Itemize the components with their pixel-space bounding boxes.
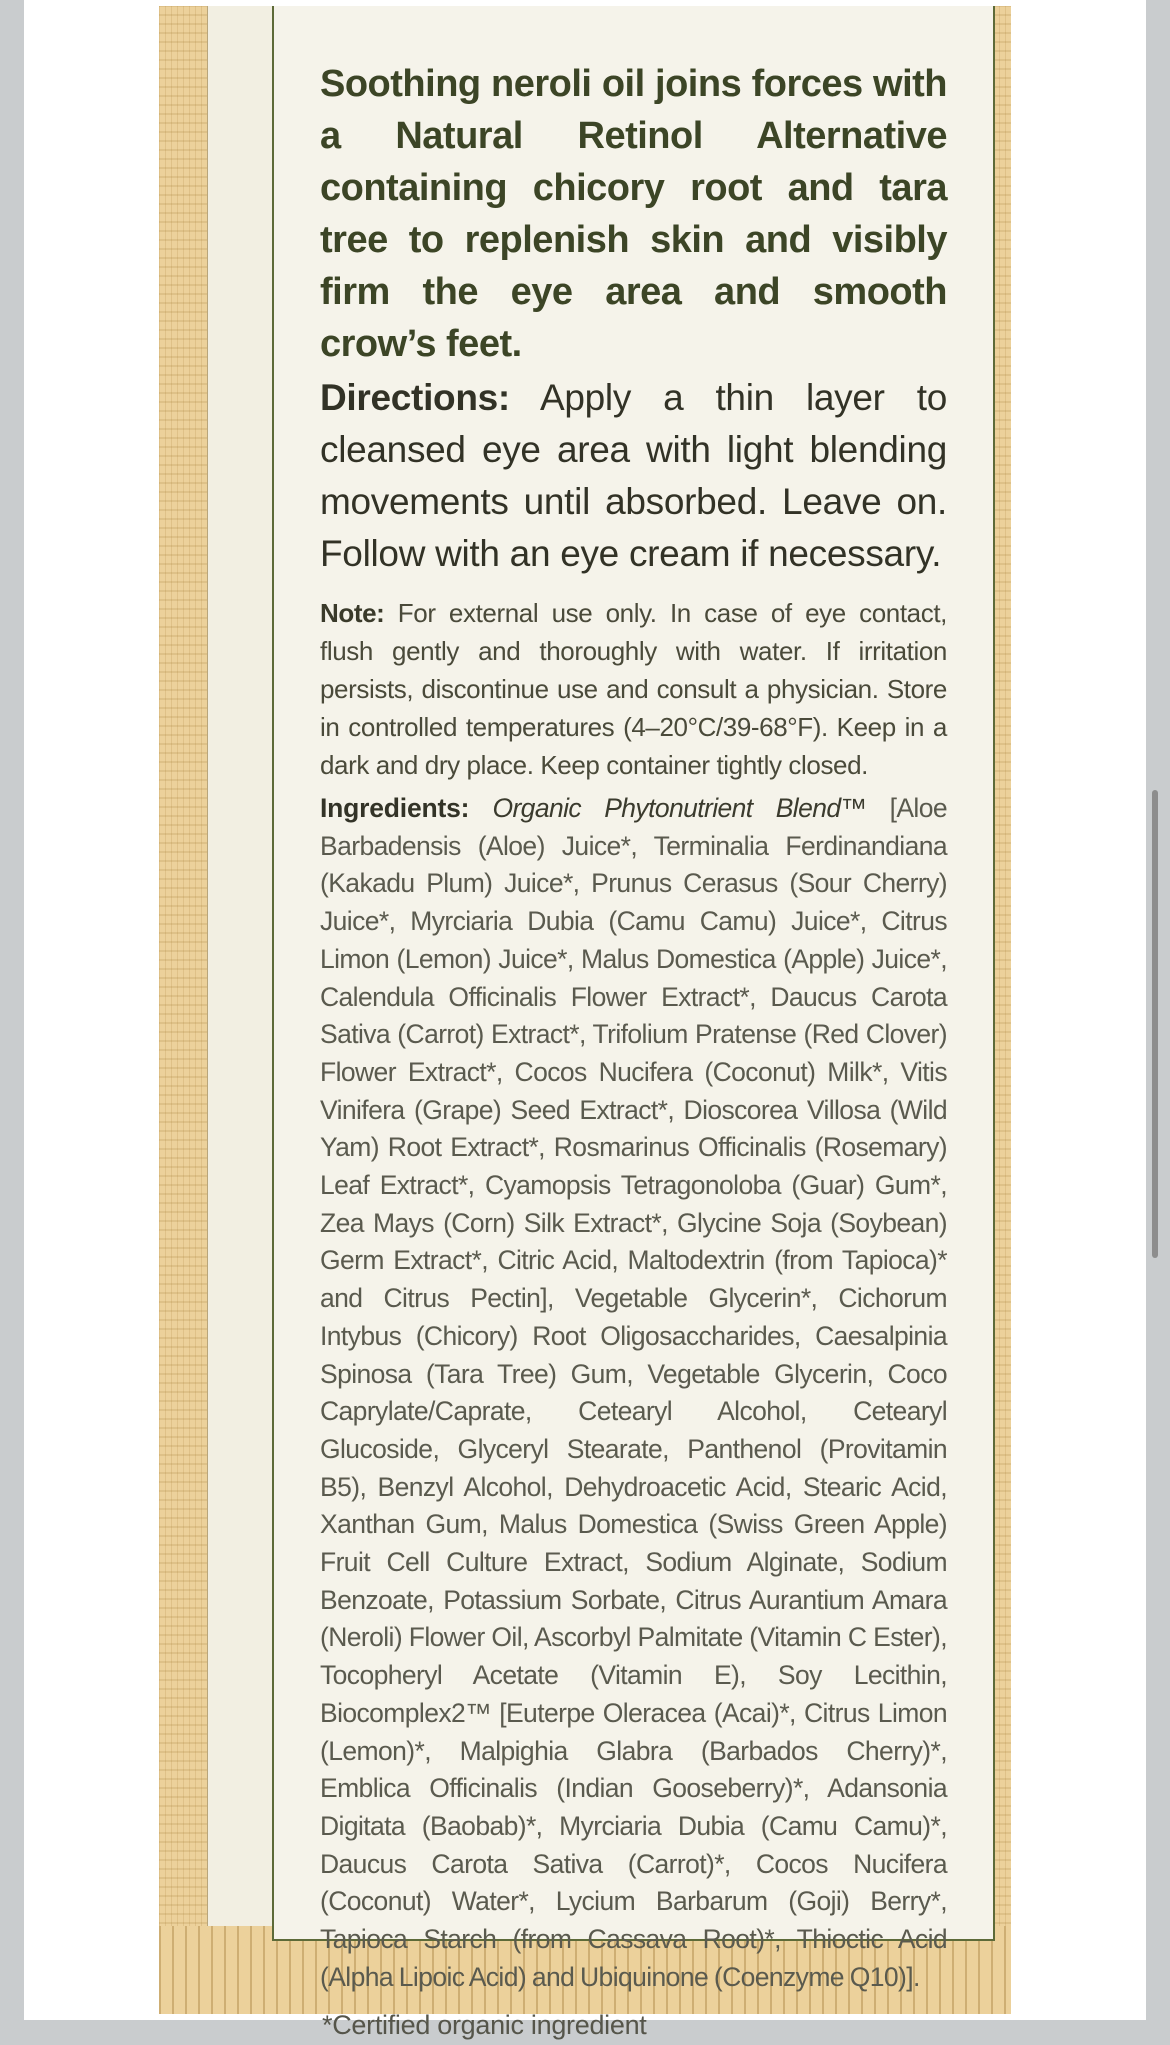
ingredients-text: [Aloe Barbadensis (Aloe) Juice*, Terminalia Ferdinandiana (Kakadu Plum) Juice*, Prunus Cerasus (Sour Cherry) Juice*, Myrciaria Dubia (Camu Camu) Juice*, Citrus Limon (Lemon) Juice*, Malus Domestica (Apple) Juice*, Calendula Officinalis Flower Extract*, Daucus Carota Sativa (Carrot) Extract*, Trifolium Pratense (Red Clover) Flower Extract*, Cocos Nucifera (Coconut) Milk*, Vitis Vinifera (Grape) Seed Extract*, Dioscorea Villosa (Wild Yam) Root Extract*, Rosmarinus Officinalis (Rosemary) Leaf Extract*, Cyamopsis Tetragonoloba (Guar) Gum*, Zea Mays (Corn) Silk Extract*, Glycine Soja (Soybean) Germ Extract*, Citric Acid, Maltodextrin (from Tapioca)* and Citrus Pectin], Vegetable Glycerin*, Cichorum Intybus (Chicory) Root Oligosaccharides, Caesalpinia Spinosa (Tara Tree) Gum, Vegetable Glycerin, Coco Caprylate/Caprate, Cetearyl Alcohol, Cetearyl Glucoside, Glyceryl Stearate, Panthenol (Provitamin B5), Benzyl Alcohol, Dehydroacetic Acid, Stearic Acid, Xanthan Gum, Malus Domestica (Swiss Green Apple) Fruit Cell Culture Extract, Sodium Alginate, Sodium Benzoate, Potassium Sorbate, Citrus Aurantium Amara (Neroli) Flower Oil, Ascorbyl Palmitate (Vitamin C Ester), Tocopheryl Acetate (Vitamin E), Soy Lecithin, Biocomplex2™ [Euterpe Oleracea (Acai)*, Citrus Limon (Lemon)*, Malpighia Glabra (Barbados Cherry)*, Emblica Officinalis (Indian Gooseberry)*, Adansonia Digitata (Baobab)*, Myrciaria Dubia (Camu Camu)*, Daucus Carota Sativa (Carrot)*, Cocos Nucifera (Coconut) Water*, Lycium Barbarum (Goji) Berry*, Tapioca Starch (from Cassava Root)*, Thioctic Acid (Alpha Lipoic Acid) and Ubiquinone (Coenzyme Q10)]. [320, 793, 947, 1992]
note-text: For external use only. In case of eye contact, flush gently and thoroughly with water. If irritation persists, discontinue use and consult a physician. Store in controlled temperatures (4–20°C/39-68°F). Keep in a dark and dry place. Keep container tightly closed. [320, 598, 947, 780]
label-text-panel [272, 6, 995, 2040]
ingredients-blend: Organic Phytonutrient Blend™ [469, 793, 867, 823]
scrollbar-thumb[interactable] [1152, 790, 1158, 1258]
ingredients-paragraph [320, 790, 947, 1997]
directions-label: Directions: [320, 377, 510, 418]
certified-organic-note: *Certified organic ingredient [322, 2009, 647, 2040]
directions-paragraph [320, 372, 947, 580]
product-intro: Soothing neroli oil joins forces with a Natural Retinol Alternative containing chicory root and tara tree to replenish skin and visibly firm the eye area and smooth crow’s feet. [320, 63, 947, 365]
wood-grain-left [159, 6, 207, 2014]
product-label-photo [159, 6, 1011, 2040]
ingredients-label: Ingredients: [320, 793, 470, 823]
note-paragraph [320, 594, 947, 784]
note-label: Note: [320, 598, 385, 628]
directions-text: Apply a thin layer to cleansed eye area with light blending movements until absorbed. Leave on. Follow with an eye cream if necessary. [320, 377, 947, 574]
label-paper [207, 6, 963, 2040]
